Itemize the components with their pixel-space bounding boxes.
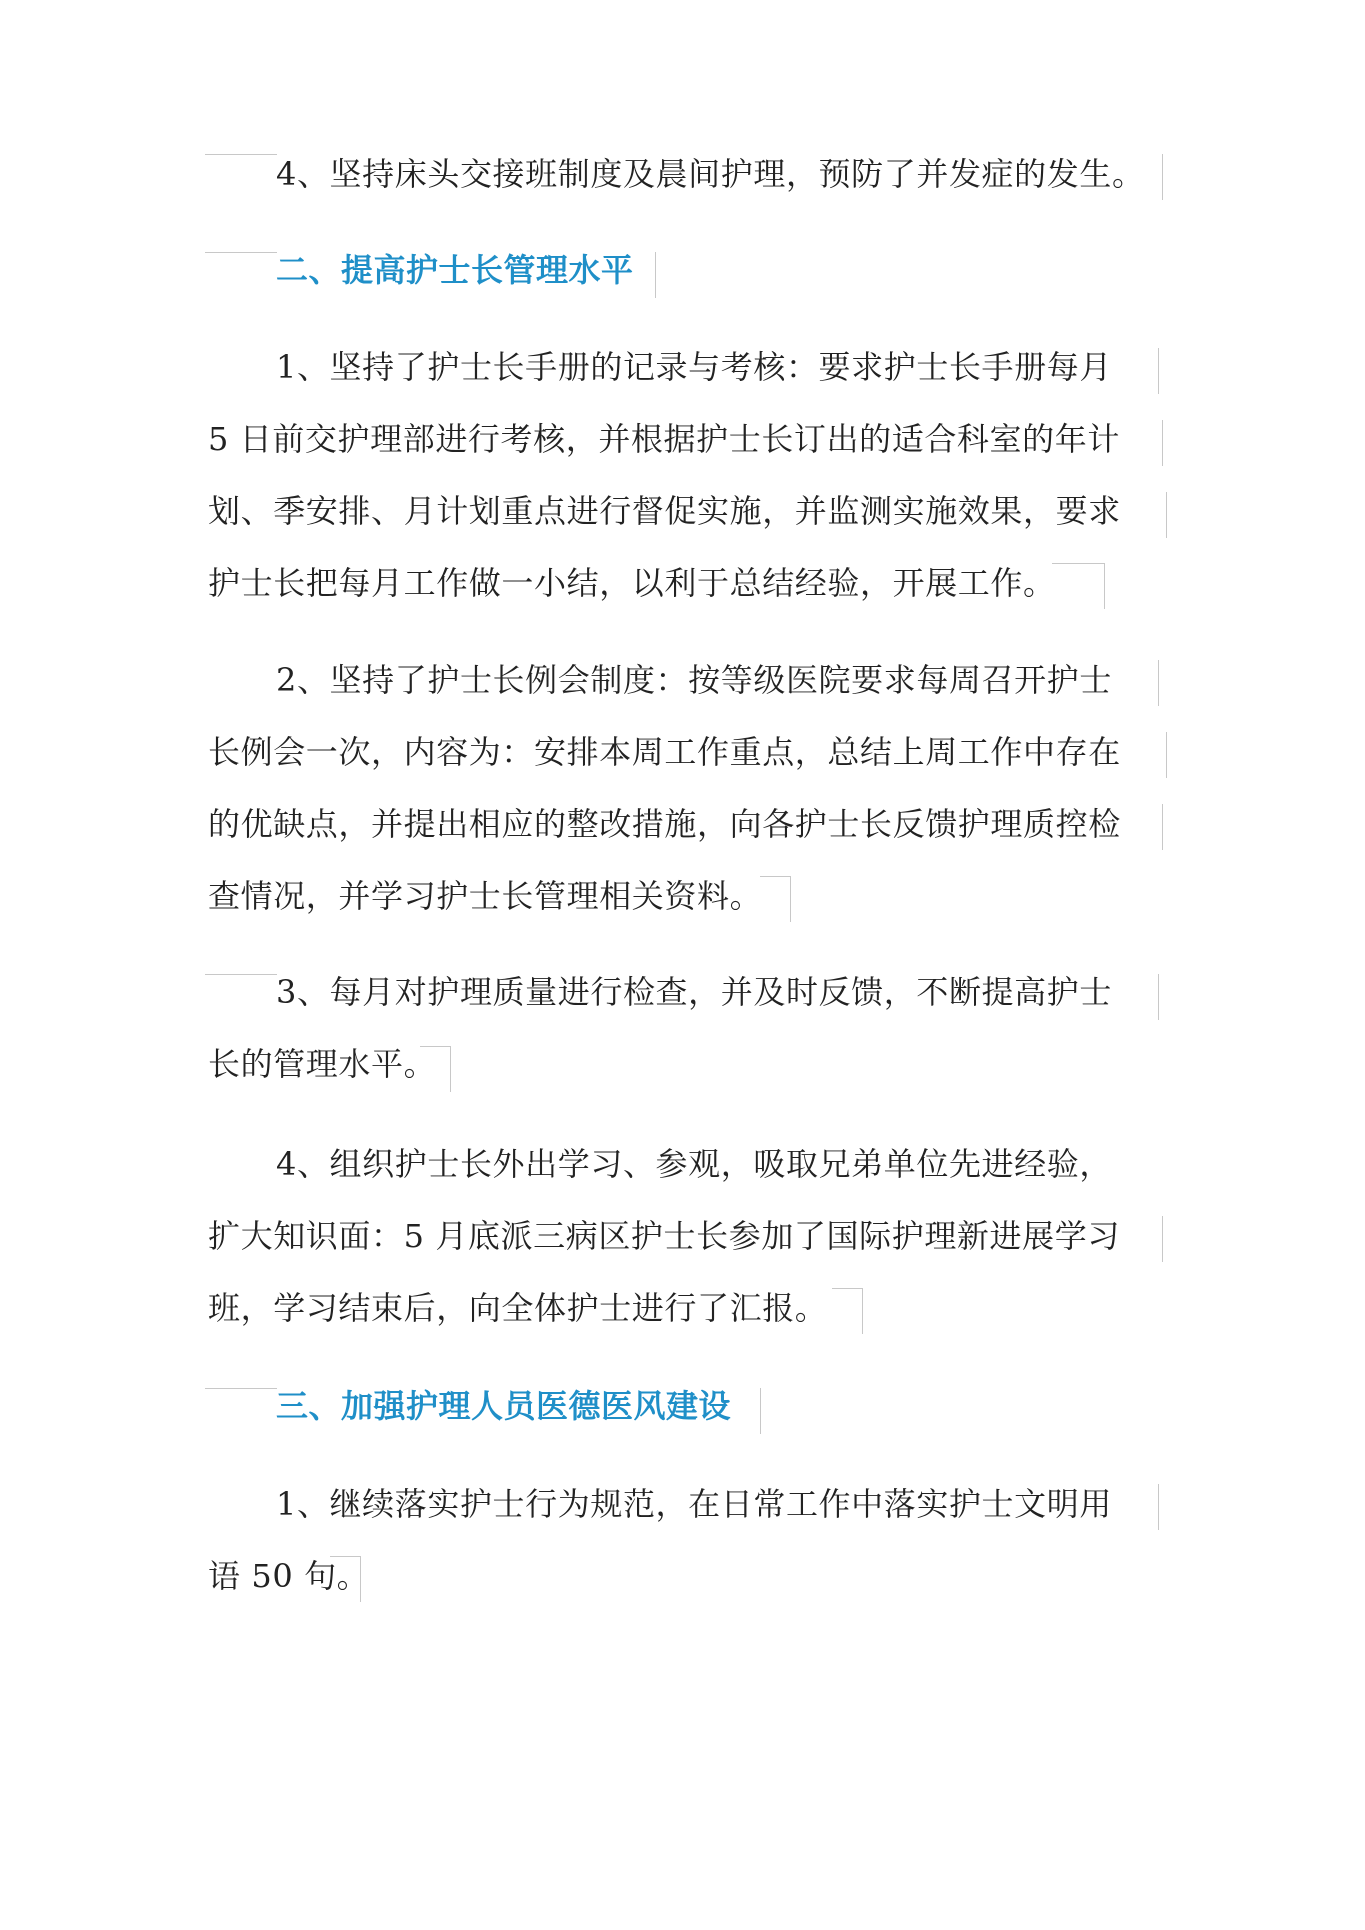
paragraph-line: 护士长把每月工作做一小结，以利于总结经验，开展工作。: [208, 564, 1056, 602]
paragraph-frame-right: [1158, 974, 1159, 1020]
heading-frame-right: [760, 1388, 761, 1434]
paragraph-frame-top: [205, 154, 277, 155]
paragraph-frame-right: [1158, 348, 1159, 394]
paragraph-line: 查情况，并学习护士长管理相关资料。: [208, 877, 763, 915]
section-heading-2: 二、提高护士长管理水平: [276, 251, 634, 289]
paragraph-line: 2、坚持了护士长例会制度：按等级医院要求每周召开护士: [276, 661, 1112, 699]
heading-frame-top: [205, 1388, 277, 1389]
paragraph-frame-top: [205, 974, 277, 975]
paragraph-frame-right: [1162, 154, 1163, 200]
paragraph-frame-right: [1162, 420, 1163, 466]
paragraph-line: 4、组织护士长外出学习、参观，吸取兄弟单位先进经验，: [276, 1145, 1112, 1183]
paragraph-frame-top: [760, 876, 790, 877]
paragraph-line: 语 50 句。: [208, 1557, 370, 1595]
paragraph-frame-right: [1158, 1484, 1159, 1530]
paragraph-line: 3、每月对护理质量进行检查，并及时反馈，不断提高护士: [276, 973, 1112, 1011]
paragraph-frame-right: [1104, 563, 1105, 609]
heading-frame-top: [205, 252, 277, 253]
paragraph-line: 的优缺点，并提出相应的整改措施，向各护士长反馈护理质控检: [208, 805, 1121, 843]
paragraph-line: 1、继续落实护士行为规范，在日常工作中落实护士文明用: [276, 1485, 1112, 1523]
paragraph-frame-right: [1166, 732, 1167, 778]
paragraph-line: 长例会一次，内容为：安排本周工作重点，总结上周工作中存在: [208, 733, 1121, 771]
paragraph-frame-top: [1052, 563, 1104, 564]
paragraph-frame-top: [832, 1288, 862, 1289]
paragraph-line: 扩大知识面：5 月底派三病区护士长参加了国际护理新进展学习: [208, 1217, 1120, 1255]
paragraph-line: 班，学习结束后，向全体护士进行了汇报。: [208, 1289, 828, 1327]
paragraph-line: 5 日前交护理部进行考核，并根据护士长订出的适合科室的年计: [208, 420, 1120, 458]
paragraph-frame-right: [1162, 804, 1163, 850]
paragraph-frame-right: [1166, 492, 1167, 538]
paragraph-frame-right: [862, 1288, 863, 1334]
section-heading-3: 三、加强护理人员医德医风建设: [276, 1387, 732, 1425]
paragraph-line: 划、季安排、月计划重点进行督促实施，并监测实施效果，要求: [208, 492, 1121, 530]
heading-frame-right: [655, 252, 656, 298]
paragraph-line: 1、坚持了护士长手册的记录与考核：要求护士长手册每月: [276, 348, 1112, 386]
paragraph-frame-right: [450, 1046, 451, 1092]
paragraph-frame-right: [1158, 660, 1159, 706]
paragraph-line: 长的管理水平。: [208, 1045, 437, 1083]
paragraph-frame-right: [790, 876, 791, 922]
paragraph-line: 4、坚持床头交接班制度及晨间护理，预防了并发症的发生。: [276, 155, 1145, 193]
paragraph-frame-right: [1162, 1216, 1163, 1262]
